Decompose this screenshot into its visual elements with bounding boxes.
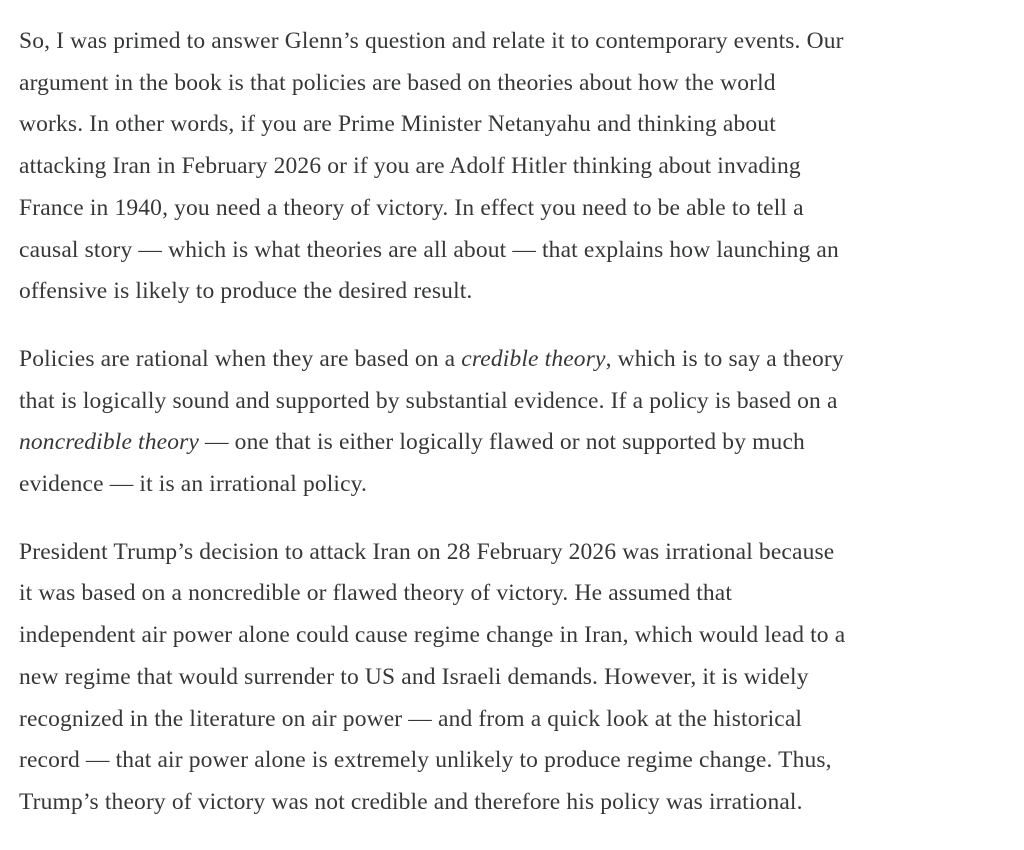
- text-line: [19, 381, 1019, 423]
- text-line: [19, 271, 1019, 313]
- text-run: recognized in the literature on air power — and from a quick look at the historical: [19, 705, 803, 732]
- text-line: [19, 573, 1019, 615]
- text-line: [19, 532, 1019, 574]
- text-run: causal story — which is what theories are all about — that explains how launching an: [19, 236, 839, 263]
- text-line: [19, 740, 1019, 782]
- text-run: works. In other words, if you are Prime Minister Netanyahu and thinking about: [19, 111, 776, 138]
- text-run: France in 1940, you need a theory of victory. In effect you need to be able to tell a: [19, 194, 804, 221]
- text-line: [19, 146, 1019, 188]
- text-run: President Trump’s decision to attack Iran on 28 February 2026 was irrational because: [19, 538, 835, 565]
- text-line: [19, 657, 1019, 699]
- text-run: So, I was primed to answer Glenn’s question and relate it to contemporary events. Our: [19, 28, 844, 54]
- paragraph-3: [19, 532, 1019, 824]
- text-run: attacking Iran in February 2026 or if you are Adolf Hitler thinking about invading: [19, 153, 801, 180]
- italic-term-credible-theory: credible theory: [461, 345, 606, 372]
- text-run: offensive is likely to produce the desired result.: [19, 278, 473, 305]
- text-run: independent air power alone could cause regime change in Iran, which would lead to a: [19, 622, 846, 649]
- paragraph-2: [19, 339, 1019, 506]
- text-run: evidence — it is an irrational policy.: [19, 471, 368, 498]
- italic-term-noncredible-theory: noncredible theory: [19, 429, 199, 456]
- text-line: [19, 21, 1019, 63]
- text-run: , which is to say a theory: [605, 345, 844, 372]
- text-run: it was based on a noncredible or flawed theory of victory. He assumed that: [19, 580, 733, 607]
- text-line: [19, 782, 1019, 824]
- text-run: — one that is either logically flawed or not supported by much: [198, 429, 805, 456]
- paragraph-1: [19, 21, 1019, 313]
- text-run: Trump’s theory of victory was not credible and therefore his policy was irrational.: [19, 788, 803, 815]
- text-run: new regime that would surrender to US and Israeli demands. However, it is widely: [19, 663, 809, 690]
- text-line: [19, 104, 1019, 146]
- text-line: [19, 422, 1019, 464]
- text-line: [19, 615, 1019, 657]
- text-line: [19, 188, 1019, 230]
- article-body: [19, 21, 1019, 850]
- text-run: that is logically sound and supported by substantial evidence. If a policy is based on a: [19, 387, 838, 414]
- text-line: [19, 339, 1019, 381]
- text-line: [19, 464, 1019, 506]
- text-line: [19, 230, 1019, 272]
- text-run: record — that air power alone is extremely unlikely to produce regime change. Thus,: [19, 747, 832, 774]
- text-run: argument in the book is that policies are based on theories about how the world: [19, 69, 776, 96]
- text-run: Policies are rational when they are based on a: [19, 345, 462, 372]
- text-line: [19, 699, 1019, 741]
- text-line: [19, 63, 1019, 105]
